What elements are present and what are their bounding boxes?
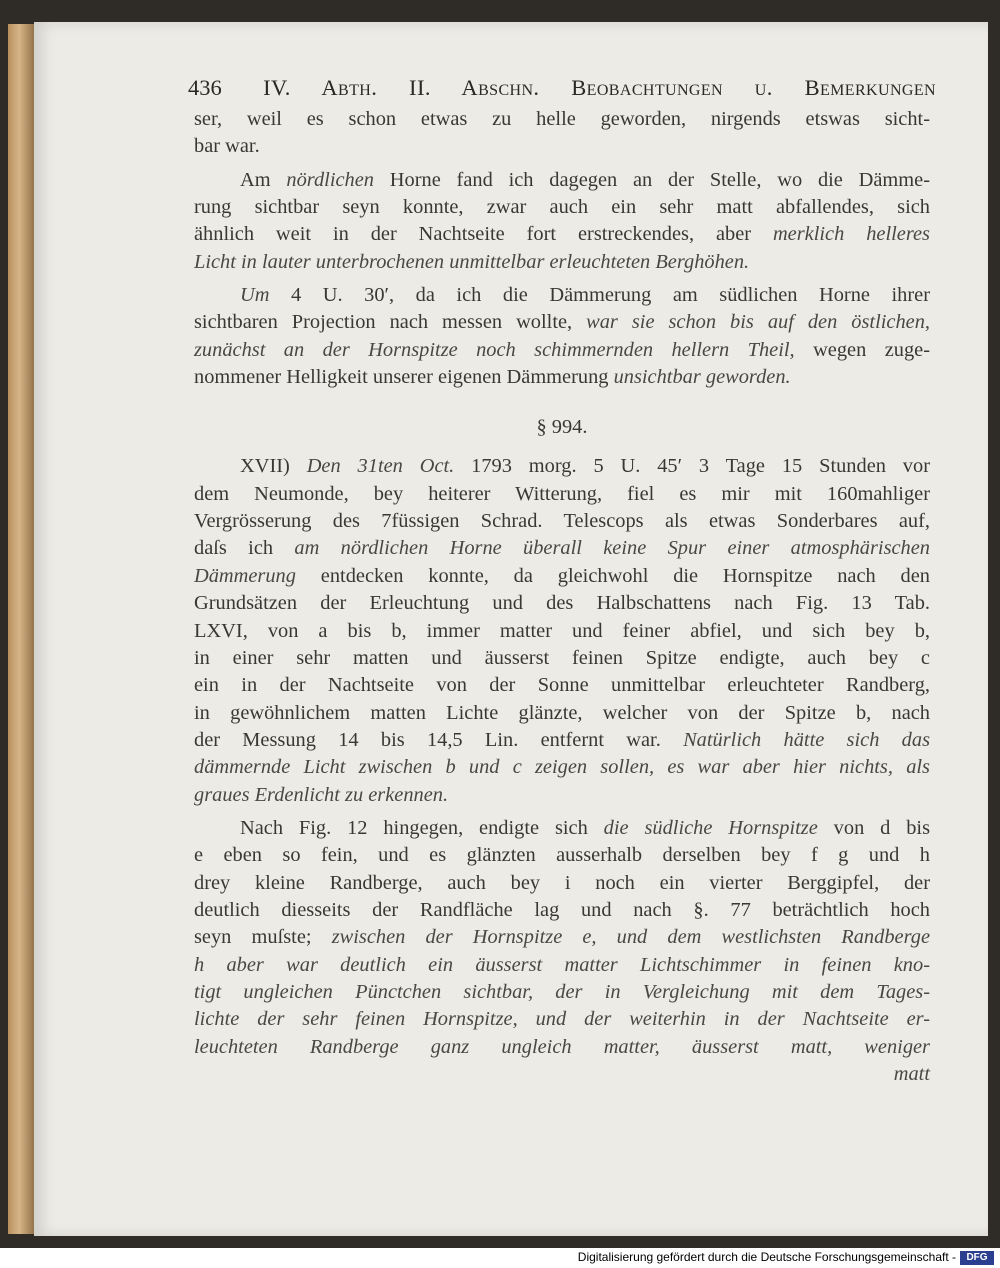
text-line: h aber war deutlich ein äusserst matter Lichtschimmer in feinen kno- xyxy=(194,953,930,976)
paragraph-1 xyxy=(194,106,930,161)
text-line: Grundsätzen der Erleuchtung und des Halbschattens nach Fig. 13 Tab. xyxy=(194,592,930,615)
text-line: sichtbaren Projection nach messen wollte, war sie schon bis auf den östlichen, xyxy=(194,311,930,334)
section-heading: § 994. xyxy=(536,416,588,439)
text-line: Um 4 U. 30′, da ich die Dämmerung am südlichen Horne ihrer xyxy=(240,284,930,307)
paragraph-5 xyxy=(194,815,930,1088)
page-number: 436 xyxy=(188,75,222,100)
text-line: graues Erdenlicht zu erkennen. xyxy=(194,783,449,806)
text-line: deutlich diesseits der Randfläche lag und nach §. 77 beträchtlich hoch xyxy=(194,898,930,921)
text-line: rung sichtbar seyn konnte, zwar auch ein sehr matt abfallendes, sich xyxy=(194,196,930,219)
text-line: zunächst an der Hornspitze noch schimmernden hellern Theil, wegen zuge- xyxy=(194,338,930,361)
text-line: Vergrösserung des 7füssigen Schrad. Telescops als etwas Sonderbares auf, xyxy=(194,510,930,533)
text-line: daſs ich am nördlichen Horne überall keine Spur einer atmosphärischen xyxy=(194,537,931,560)
text-line: tigt ungleichen Pünctchen sichtbar, der in Vergleichung mit dem Tages- xyxy=(194,980,930,1003)
text-line: drey kleine Randberge, auch bey i noch ein vierter Berggipfel, der xyxy=(194,871,930,894)
text-line: e eben so fein, und es glänzten ausserhalb derselben bey f g und h xyxy=(194,844,930,867)
text-line: ähnlich weit in der Nachtseite fort erstreckendes, aber merklich helleres xyxy=(194,223,930,246)
running-title: IV. Abth. II. Abschn. Beobachtungen u. Bemerkungen xyxy=(263,75,936,100)
paragraph-2 xyxy=(194,167,930,276)
text-line: seyn muſste; zwischen der Hornspitze e, und dem westlichsten Randberge xyxy=(194,926,930,949)
book-spine-edge xyxy=(8,24,36,1234)
page-text xyxy=(188,70,936,1088)
text-line: Nach Fig. 12 hingegen, endigte sich die südliche Hornspitze von d bis xyxy=(240,816,931,839)
digitization-footer xyxy=(0,1248,1000,1268)
running-head xyxy=(188,70,936,106)
text-line: leuchteten Randberge ganz ungleich matter, äusserst matt, weniger xyxy=(194,1035,930,1058)
text-line: ser, weil es schon etwas zu helle geworden, nirgends etswas sicht- xyxy=(194,108,930,130)
text-line: XVII) Den 31ten Oct. 1793 morg. 5 U. 45′ 3 Tage 15 Stunden vor xyxy=(240,455,930,478)
funding-credit: Digitalisierung gefördert durch die Deutsche Forschungsgemeinschaft - xyxy=(577,1250,956,1264)
book-page xyxy=(34,22,988,1236)
text-line: der Messung 14 bis 14,5 Lin. entfernt war. Natürlich hätte sich das xyxy=(194,728,931,751)
text-line: lichte der sehr feinen Hornspitze, und der weiterhin in der Nachtseite er- xyxy=(194,1008,930,1031)
paragraph-4 xyxy=(194,453,930,808)
paragraph-3 xyxy=(194,282,930,391)
catchword: matt xyxy=(893,1063,930,1085)
text-line: in einer sehr matten und äusserst feinen Spitze endigte, auch bey c xyxy=(194,646,930,669)
text-line: Licht in lauter unterbrochenen unmittelbar erleuchteten Berghöhen. xyxy=(194,250,750,273)
text-line: LXVI, von a bis b, immer matter und feiner abfiel, und sich bey b, xyxy=(194,619,930,642)
text-line: ein in der Nachtseite von der Sonne unmittelbar erleuchteter Randberg, xyxy=(194,674,930,697)
text-line: dämmernde Licht zwischen b und c zeigen sollen, es war aber hier nichts, als xyxy=(194,756,930,779)
text-line: in gewöhnlichem matten Lichte glänzte, welcher von der Spitze b, nach xyxy=(194,701,930,724)
dfg-logo: DFG xyxy=(960,1251,994,1265)
text-line: dem Neumonde, bey heiterer Witterung, fiel es mir mit 160mahliger xyxy=(194,482,930,505)
text-line: nommener Helligkeit unserer eigenen Dämmerung unsichtbar geworden. xyxy=(194,366,791,389)
text-line: Dämmerung entdecken konnte, da gleichwohl die Hornspitze nach den xyxy=(194,564,930,587)
text-line: Am nördlichen Horne fand ich dagegen an der Stelle, wo die Dämme- xyxy=(240,168,930,191)
text-line: bar war. xyxy=(194,135,260,158)
